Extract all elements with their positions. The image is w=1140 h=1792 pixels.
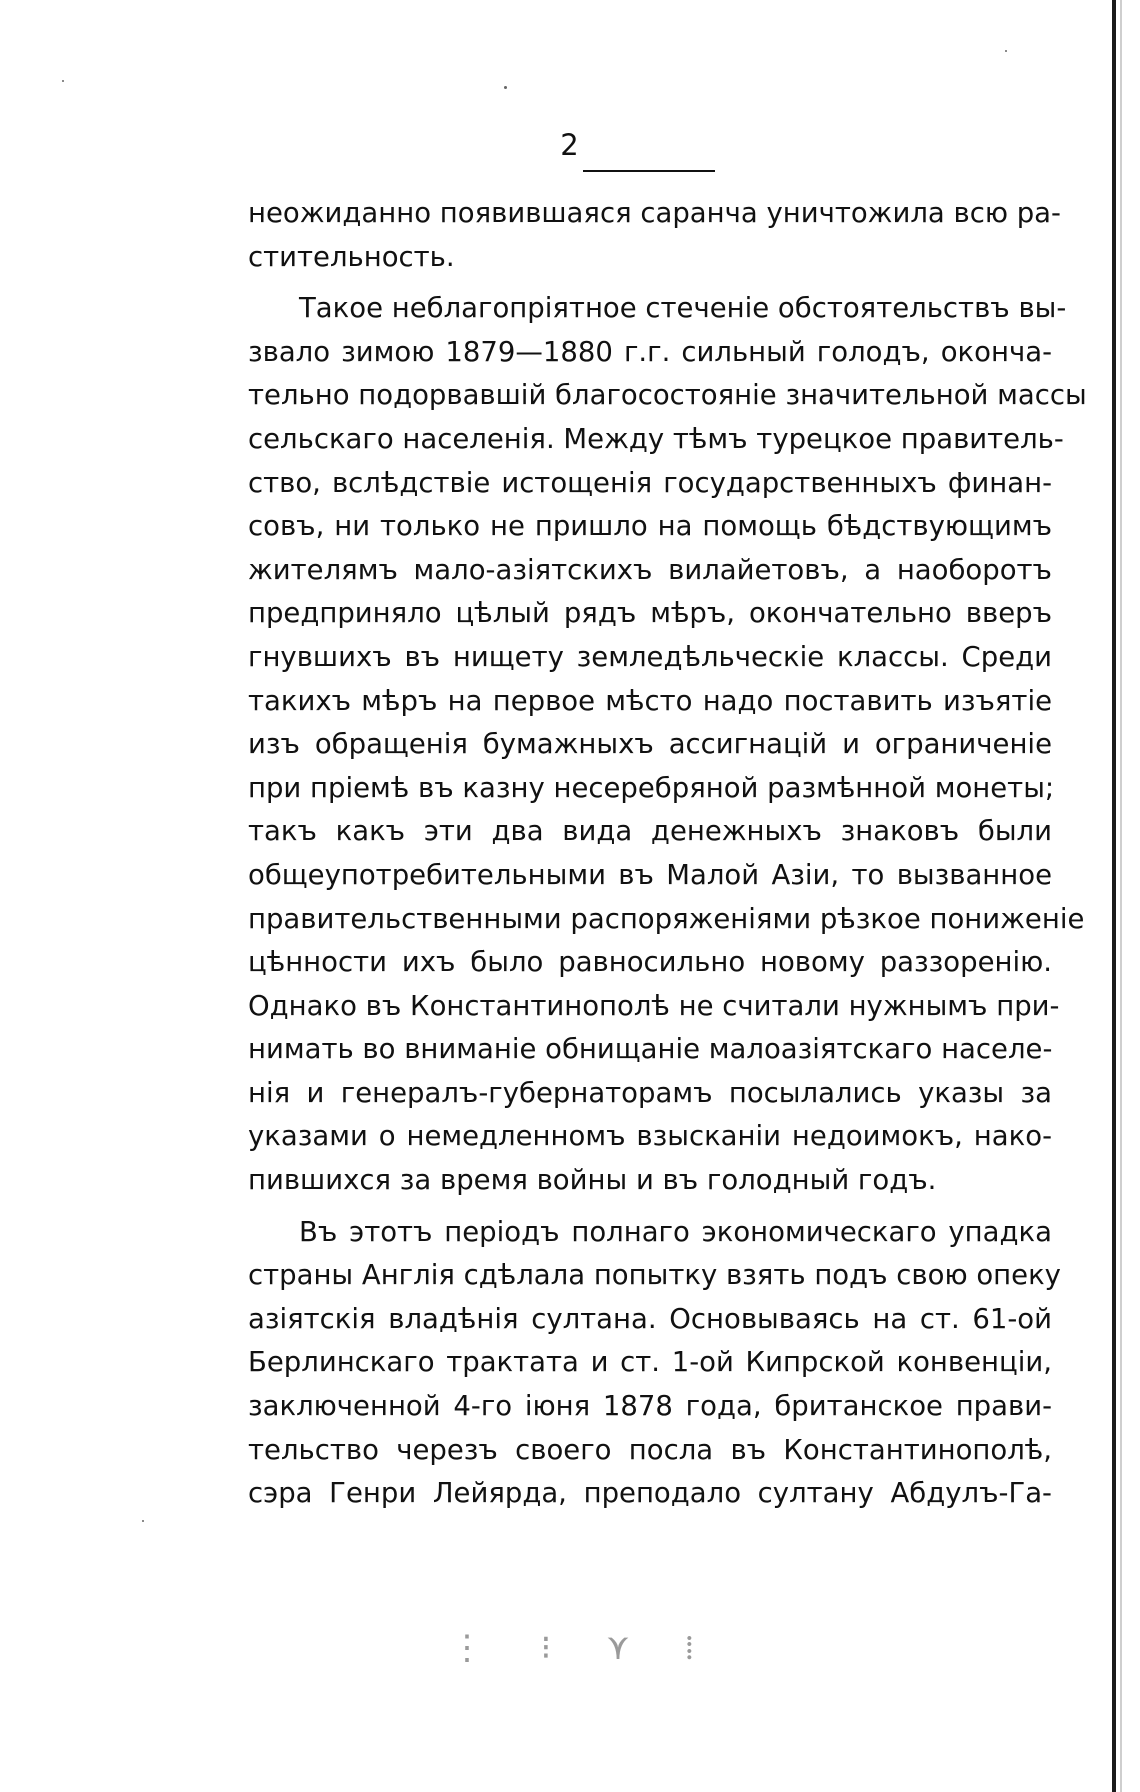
text-line: гнувшихъ въ нищету земледѣльческіе классы. Среди: [248, 640, 1052, 673]
text-line: тельно подорвавшій благосостояніе значительной массы: [248, 379, 1087, 412]
text-line: жителямъ мало-азіятскихъ вилайетовъ, а наоборотъ: [248, 553, 1052, 586]
page-number-rule: [583, 170, 715, 172]
ink-speck: [142, 1520, 144, 1522]
text-line: общеупотребительными въ Малой Азіи, то вызванное: [248, 858, 1052, 891]
text-line: сэра Генри Лейярда, преподало султану Абдулъ-Га-: [248, 1477, 1052, 1510]
text-line: пившихся за время войны и въ голодный годъ.: [248, 1164, 937, 1197]
text-line: Такое неблагопріятное стеченіе обстоятельствъ вы-: [299, 292, 1067, 325]
text-line: при пріемѣ въ казну несеребряной размѣнной монеты;: [248, 771, 1055, 804]
text-line: такъ какъ эти два вида денежныхъ знаковъ были: [248, 815, 1052, 848]
text-line: ство, вслѣдствіе истощенія государственныхъ финан-: [248, 466, 1052, 499]
body-text: [248, 192, 1087, 1516]
page-edge: [1112, 0, 1116, 1792]
text-line: предприняло цѣлый рядъ мѣръ, окончательно вверъ: [248, 597, 1052, 630]
ink-speck: [1005, 50, 1007, 52]
text-line: сельскаго населенія. Между тѣмъ турецкое правитель-: [248, 422, 1064, 455]
text-line: Берлинскаго трактата и ст. 1-ой Кипрской конвенціи,: [248, 1346, 1052, 1379]
ink-speck: [504, 86, 507, 89]
text-line: Однако въ Константинополѣ не считали нужнымъ при-: [248, 989, 1060, 1022]
page-number: 2: [560, 128, 580, 162]
page-edge-shadow: [1120, 0, 1122, 1792]
text-line: цѣнности ихъ было равносильно новому раззоренію.: [248, 946, 1052, 979]
text-line: звало зимою 1879—1880 г.г. сильный голодъ, оконча-: [248, 335, 1052, 368]
text-line: заключенной 4-го іюня 1878 года, британское прави-: [248, 1390, 1052, 1423]
text-line: нія и генералъ-губернаторамъ посылались указы за: [248, 1076, 1052, 1109]
text-line: указами о немедленномъ взысканіи недоимокъ, нако-: [248, 1120, 1052, 1153]
library-perforation-stamp: ⋮ ⁝ ⋎ ⁞: [450, 1628, 713, 1668]
text-line: неожиданно появившаяся саранча уничтожила всю ра-: [248, 197, 1061, 229]
text-line: Въ этотъ періодъ полнаго экономическаго упадка: [299, 1215, 1052, 1248]
text-line: тельство черезъ своего посла въ Константинополѣ,: [248, 1433, 1052, 1466]
text-line: правительственными распоряженіями рѣзкое пониженіе: [248, 902, 1085, 935]
ink-speck: [62, 80, 64, 82]
text-line: совъ, ни только не пришло на помощь бѣдствующимъ: [248, 510, 1052, 543]
text-line: страны Англія сдѣлала попытку взять подъ свою опеку: [248, 1259, 1061, 1292]
text-line: такихъ мѣръ на первое мѣсто надо поставить изъятіе: [248, 684, 1052, 717]
text-line: азіятскія владѣнія султана. Основываясь на ст. 61-ой: [248, 1302, 1052, 1335]
text-line: стительность.: [248, 240, 455, 273]
text-line: изъ обращенія бумажныхъ ассигнацій и ограниченіе: [248, 728, 1052, 761]
text-line: нимать во вниманіе обнищаніе малоазіятскаго населе-: [248, 1033, 1053, 1066]
